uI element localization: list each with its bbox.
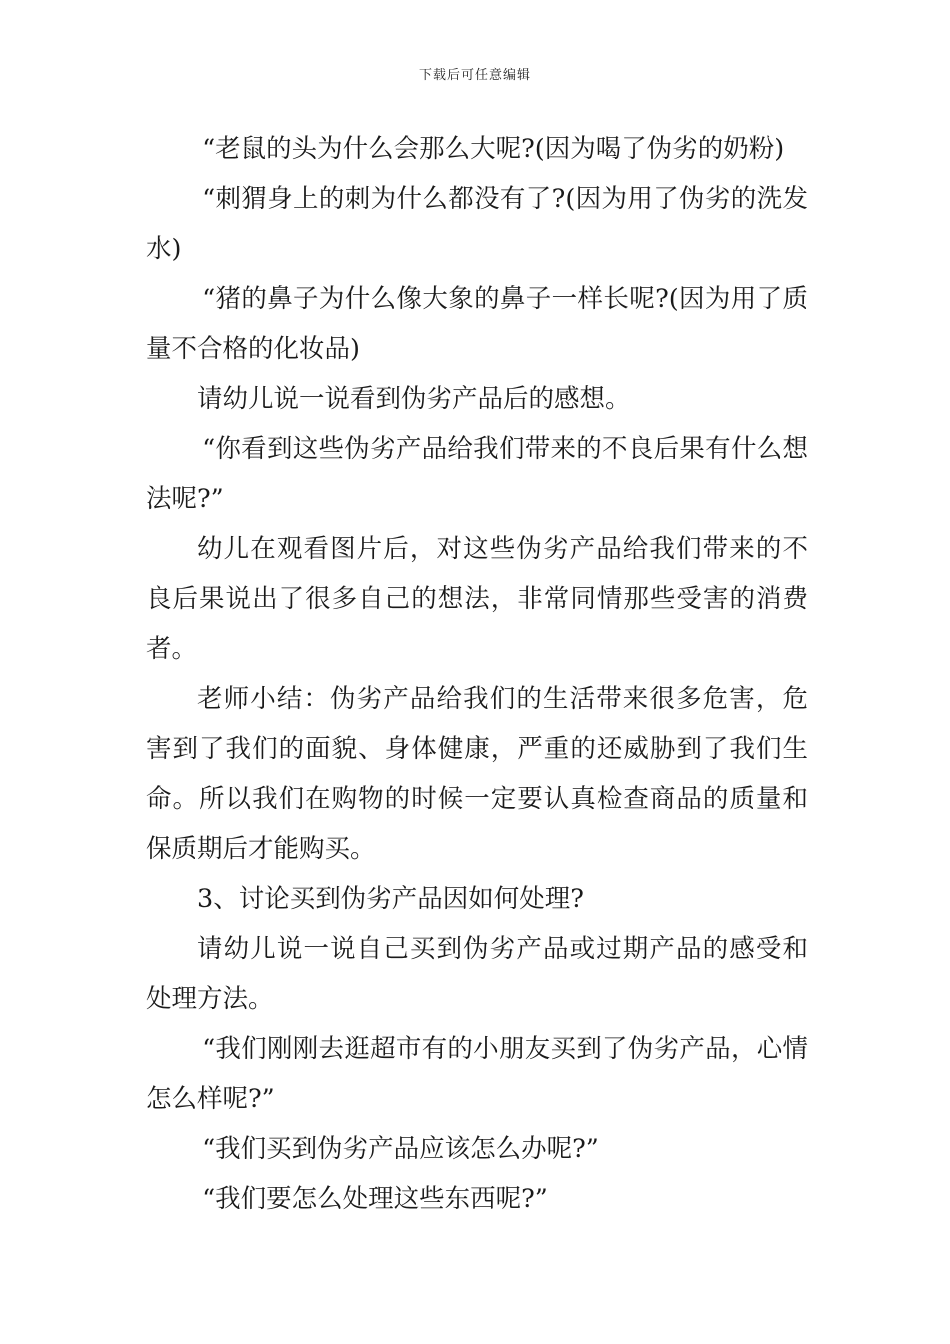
paragraph-hedgehog: “刺猬身上的刺为什么都没有了?(因为用了伪劣的洗发水) (146, 184, 808, 264)
document-body (146, 124, 808, 1224)
paragraph-question-what-to-do: “我们买到伪劣产品应该怎么办呢?” (202, 1134, 599, 1164)
page-header-note: 下载后可任意编辑 (418, 68, 531, 83)
paragraph-question-how-to-handle: “我们要怎么处理这些东西呢?” (202, 1184, 548, 1214)
paragraph-mouse-head: “老鼠的头为什么会那么大呢?(因为喝了伪劣的奶粉) (202, 134, 785, 164)
paragraph-children-handling: 请幼儿说一说自己买到伪劣产品或过期产品的感受和处理方法。 (146, 934, 808, 1014)
paragraph-teacher-summary: 老师小结：伪劣产品给我们的生活带来很多危害，危害到了我们的面貌、身体健康，严重的还威胁到了我们生命。所以我们在购物的时候一定要认真检查商品的质量和保质期后才能购买。 (146, 684, 808, 864)
paragraph-children-thoughts: 请幼儿说一说看到伪劣产品后的感想。 (197, 384, 631, 414)
paragraph-pig-nose: “猪的鼻子为什么像大象的鼻子一样长呢?(因为用了质量不合格的化妆品) (146, 284, 808, 364)
section-heading-3: 3、讨论买到伪劣产品因如何处理? (197, 884, 584, 914)
paragraph-question-consequences: “你看到这些伪劣产品给我们带来的不良后果有什么想法呢?” (146, 434, 808, 514)
paragraph-children-reaction: 幼儿在观看图片后，对这些伪劣产品给我们带来的不良后果说出了很多自己的想法，非常同情那些受害的消费者。 (146, 534, 808, 664)
paragraph-question-feelings: “我们刚刚去逛超市有的小朋友买到了伪劣产品，心情怎么样呢?” (146, 1034, 808, 1114)
